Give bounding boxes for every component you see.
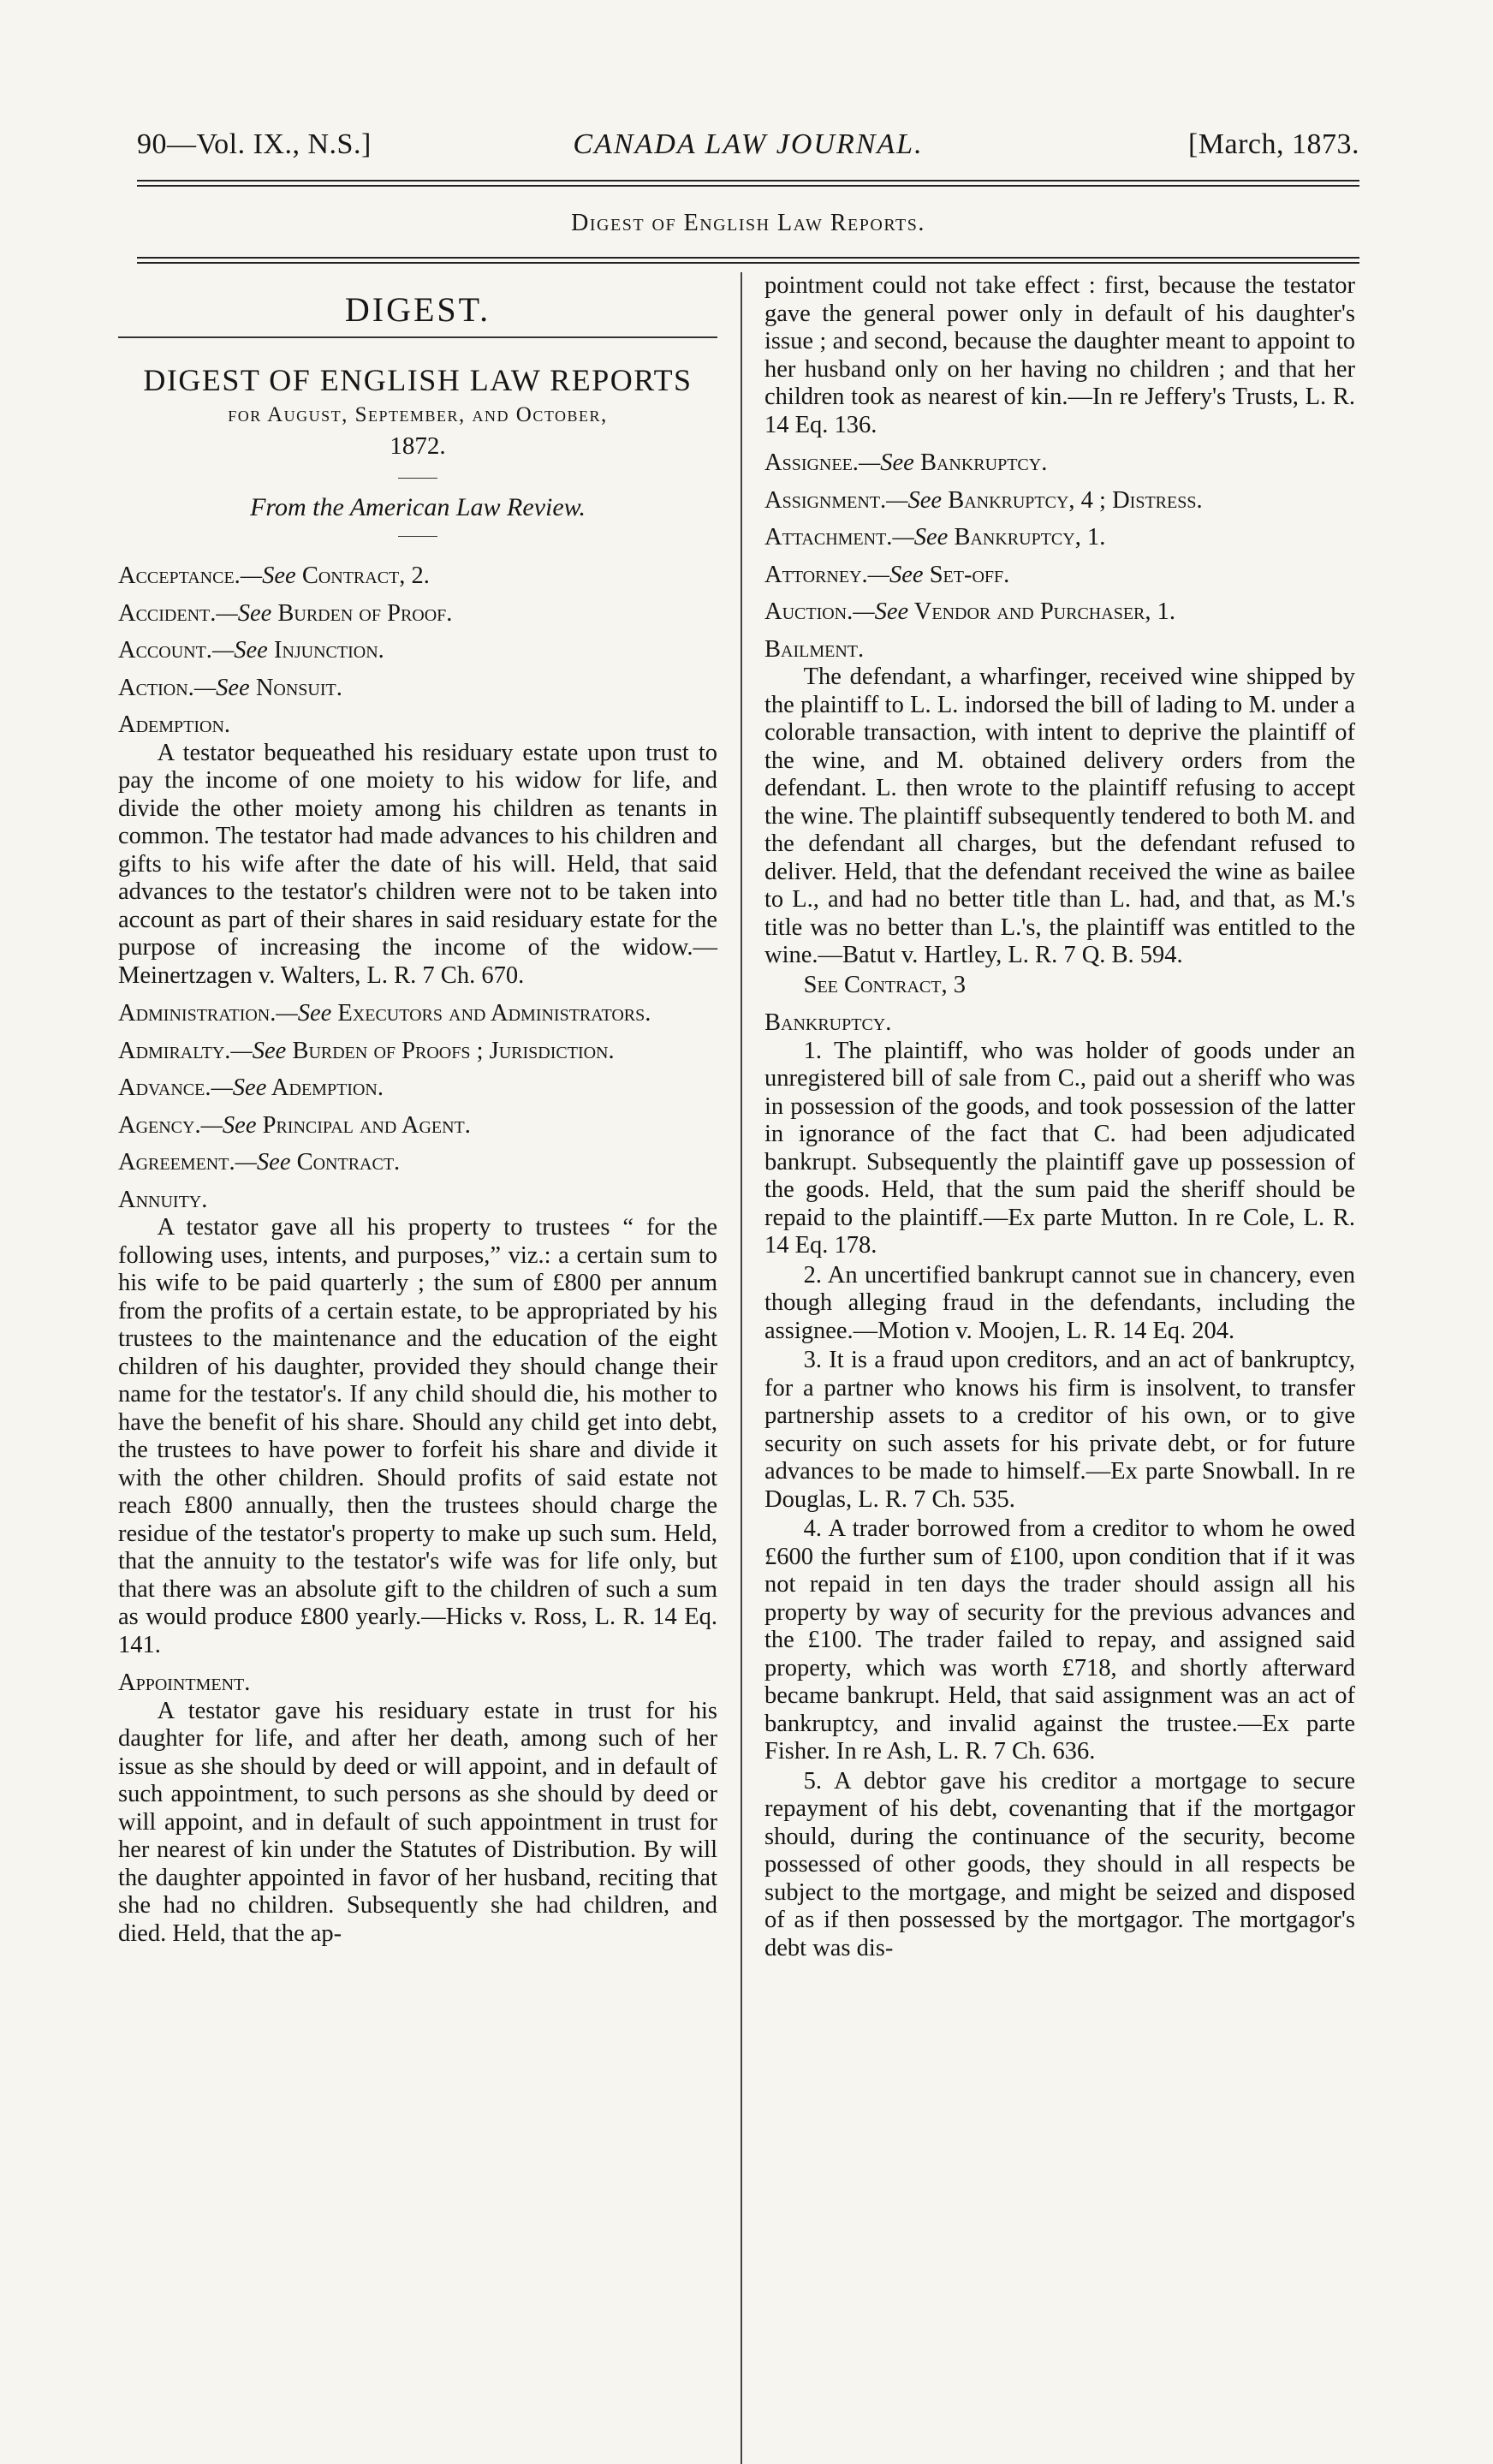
right-column <box>764 272 1355 1964</box>
xref-entry: Assignment.—See Bankruptcy, 4 ; Distress. <box>764 486 1203 514</box>
source-note: From the American Law Review. <box>250 493 586 521</box>
numbered-paragraph: 3. It is a fraud upon creditors, and an act of bankruptcy, for a partner who knows his firm is insolvent, to transfer partnership assets to a creditor of his own, or to give security on such assets for his private debt, or for future advances to be made to himself.—Ex parte Snowball. In re Douglas, L. R. 7 Ch. 535. <box>764 1347 1355 1513</box>
journal-title: CANADA LAW JOURNAL. <box>573 128 924 160</box>
subhead-rule-bottom <box>137 262 1359 264</box>
section-head: Digest of English Law Reports. <box>571 210 925 236</box>
xref-entry: Advance.—See Ademption. <box>118 1074 384 1101</box>
entry-heading: Appointment. <box>118 1669 251 1696</box>
header-rule-bottom <box>137 185 1359 187</box>
xref-entry: Agreement.—See Contract. <box>118 1149 401 1175</box>
numbered-paragraph: 1. The plaintiff, who was holder of goods under an unregistered bill of sale from C., paid out a sheriff who was in possession of the goods, and took possession of the latter in ignorance of the fact that C. had been adjudicated bankrupt. Subsequently the plaintiff gave up possession of the goods. Held, that the sum paid the sheriff should be repaid to the plaintiff.—Ex parte Mutton. In re Cole, L. R. 14 Eq. 178. <box>764 1037 1355 1259</box>
digest-title: DIGEST. <box>344 290 491 329</box>
header-rule-top <box>137 180 1359 182</box>
reports-title: DIGEST OF ENGLISH LAW REPORTS <box>143 362 693 397</box>
running-head <box>137 128 1359 171</box>
page-volume: 90—Vol. IX., N.S.] <box>137 128 372 160</box>
xref-entry: Admiralty.—See Burden of Proofs ; Jurisdiction. <box>118 1037 615 1064</box>
column-divider <box>741 272 742 2464</box>
xref-entry: Attorney.—See Set-off. <box>764 561 1010 588</box>
entry-text: A testator gave his residuary estate in trust for his daughter for life, and after her death, among such of her issue as she should by deed or will appoint, and in default of such appointment, to such persons as she should by deed or will appoint, and in default of such appointment in trust for her nearest of kin under the Statutes of Distribution. By will the daughter appointed in favor of her husband, reciting that she had no children. Subsequently she had children, and died. Held, that the ap- <box>118 1697 717 1947</box>
issue-date: [March, 1873. <box>1187 128 1359 160</box>
ornament-rule <box>398 478 437 479</box>
reports-months: for August, September, and October, <box>228 402 608 426</box>
numbered-paragraph: 5. A debtor gave his creditor a mortgage to secure repayment of his debt, covenanting that if the mortgagor should, during the continuance of the security, become possessed of other goods, they should in all respects be subject to the mortgage, and might be seized and disposed of as if then possessed by the mortgagor. The mortgagor's debt was dis- <box>764 1767 1355 1961</box>
entry-text: The defendant, a wharfinger, received wine shipped by the plaintiff to L. L. indorsed the bill of lading to M. under a colorable transaction, with intent to deprive the plaintiff of the wine, and M. obtained delivery orders from the defendant. L. then wrote to the plaintiff refusing to accept the wine. The plaintiff subsequently tendered to both M. and the defendant all charges, but the defendant refused to deliver. Held, that the defendant received the wine as bailee to L., and had no better title than L. had, and that, as M.'s title was no better than L.'s, the plaintiff was entitled to the wine.—Batut v. Hartley, L. R. 7 Q. B. 594. <box>764 664 1355 968</box>
reports-year: 1872. <box>390 432 446 460</box>
xref-entry: Account.—See Injunction. <box>118 637 384 664</box>
entry-text: A testator bequeathed his residuary estate upon trust to pay the income of one moiety to his widow for life, and divide the other moiety among his children as tenants in common. The testator had made advances to his children and gifts to his wife after the date of his will. Held, that said advances to the testator's children were not to be taken into account as part of their shares in said residuary estate for the purpose of increasing the income of the widow.—Meinertzagen v. Walters, L. R. 7 Ch. 670. <box>118 739 717 989</box>
xref-entry: Attachment.—See Bankruptcy, 1. <box>764 524 1106 551</box>
xref-entry: Action.—See Nonsuit. <box>118 674 342 701</box>
entry-heading: Bankruptcy. <box>764 1009 892 1036</box>
entry-heading: Annuity. <box>118 1186 208 1213</box>
subhead-rule-top <box>137 257 1359 259</box>
entry-heading: Bailment. <box>764 635 865 663</box>
xref-entry: Acceptance.—See Contract, 2. <box>118 562 430 589</box>
entry-text-continued: pointment could not take effect : first, because the testator gave the general power only in default of his daughter's issue ; and second, because the daughter meant to appoint to her husband only on her having no children ; and that her children took as nearest of kin.—In re Jeffery's Trusts, L. R. 14 Eq. 136. <box>764 272 1355 438</box>
title-rule <box>118 336 717 338</box>
numbered-paragraph: 4. A trader borrowed from a creditor to whom he owed £600 the further sum of £100, upon condition that if it was not repaid in ten days the trader should assign all his property by way of security for the previous advances and the £100. The trader failed to repay, and assigned said property, which was worth £718, and shortly afterward became bankrupt. Held, that said assignment was an act of bankruptcy, and invalid against the trustee.—Ex parte Fisher. In re Ash, L. R. 7 Ch. 636. <box>764 1515 1355 1765</box>
entry-heading: Ademption. <box>118 711 231 738</box>
xref-entry: Agency.—See Principal and Agent. <box>118 1111 471 1139</box>
see-also: See Contract, 3 <box>803 971 966 998</box>
xref-entry: Accident.—See Burden of Proof. <box>118 599 453 627</box>
entry-text: A testator gave all his property to trustees “ for the following uses, intents, and purposes,” viz.: a certain sum to his wife to be paid quarterly ; the sum of £800 per annum from the profits of a certain estate, to be appropriated by his trustees to the maintenance and the education of the eight children of his daughter, provided they should change their name for the testator's. If any child should die, his mother to have the benefit of his share. Should any child get into debt, the trustees to have power to forfeit his share and divide it with the other children. Should profits of said estate not reach £800 annually, then the trustees should charge the residue of the testator's property to make up such sum. Held, that the annuity to the testator's wife was for life only, but that there was an absolute gift to the children of such a sum as would produce £800 yearly.—Hicks v. Ross, L. R. 14 Eq. 141. <box>118 1214 717 1658</box>
numbered-paragraph: 2. An uncertified bankrupt cannot sue in chancery, even though alleging fraud in the defendants, including the assignee.—Motion v. Moojen, L. R. 14 Eq. 204. <box>764 1261 1355 1344</box>
ornament-rule <box>398 536 437 538</box>
xref-entry: Assignee.—See Bankruptcy. <box>764 449 1048 476</box>
xref-entry: Administration.—See Executors and Administrators. <box>118 1000 651 1027</box>
xref-entry: Auction.—See Vendor and Purchaser, 1. <box>764 598 1175 625</box>
left-column <box>118 272 717 1949</box>
